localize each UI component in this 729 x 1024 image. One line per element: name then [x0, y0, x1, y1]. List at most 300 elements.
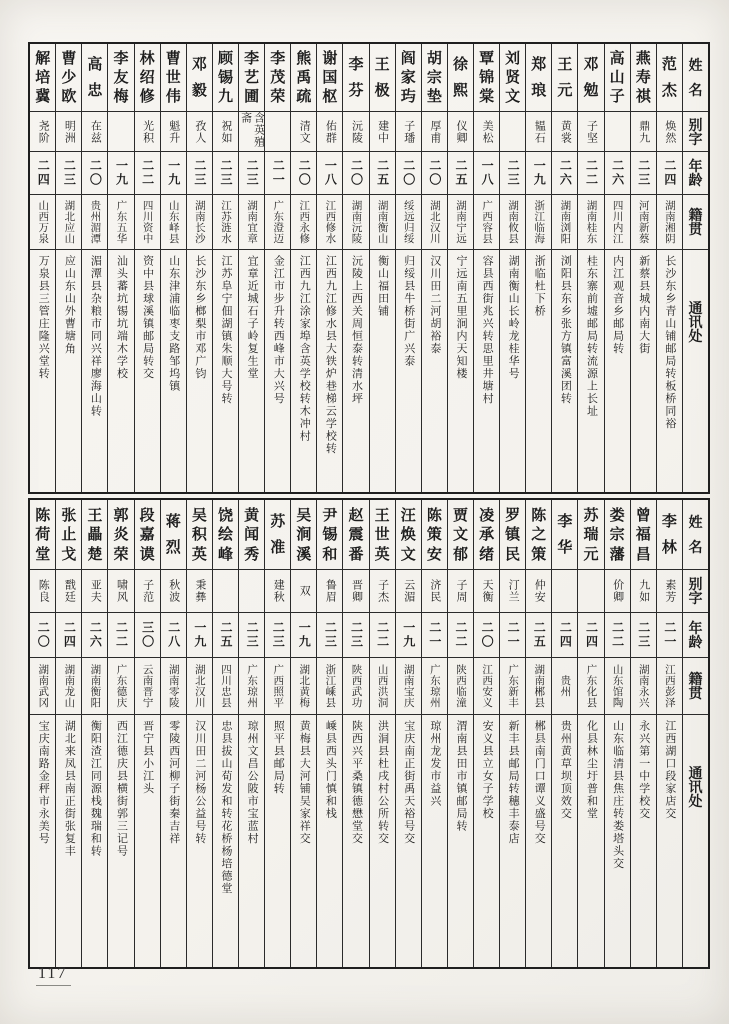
distributed-text: 谢 国 枢 — [322, 50, 338, 105]
vertical-text: 汉川田二河杨公益号转 — [193, 720, 206, 845]
native-place-cell — [187, 195, 212, 250]
vertical-text: 二四 — [584, 621, 599, 649]
native-place-cell — [500, 195, 525, 250]
distributed-text: 罗 镇 民 — [505, 506, 521, 563]
name-cell — [56, 44, 81, 112]
name-cell — [474, 44, 499, 112]
address-cell — [500, 715, 525, 967]
address-cell — [265, 250, 290, 492]
address-cell — [578, 715, 603, 967]
vertical-text: 湖南宁远 — [454, 200, 467, 244]
person-column — [577, 500, 603, 967]
address-cell — [578, 250, 603, 492]
vertical-text: 广东化县 — [585, 664, 598, 708]
native-place-cell — [265, 658, 290, 715]
vertical-text: 黄梅县大河铺吴家祥交 — [298, 720, 311, 845]
vertical-text: 鼎九 — [637, 119, 650, 144]
distributed-text: 陈 荷 堂 — [35, 506, 51, 563]
person-column — [604, 44, 630, 492]
age-cell — [526, 613, 551, 658]
address-cell — [605, 250, 630, 492]
distributed-text: 曹 世 伟 — [165, 50, 181, 105]
native-place-cell — [239, 195, 264, 250]
person-column — [447, 500, 473, 967]
vertical-text: 湖南武冈 — [37, 664, 50, 708]
vertical-text: 衡阳渣江同源栈魏瑞和转 — [89, 720, 102, 858]
distributed-text: 王 畾 楚 — [87, 506, 103, 563]
person-column — [264, 500, 290, 967]
vertical-text: 湖北应山 — [63, 200, 76, 244]
address-cell — [396, 250, 421, 492]
person-column — [238, 44, 264, 492]
vertical-text: 湖南衡山长岭龙桂华号 — [507, 255, 520, 380]
distributed-text: 张 止 戈 — [61, 506, 77, 563]
native-place-cell — [657, 195, 682, 250]
native-place-cell — [396, 195, 421, 250]
vertical-text: 湖南宜章 — [246, 200, 259, 244]
vertical-text: 江西彭泽 — [663, 664, 676, 708]
vertical-text: 宜章近城石子岭复生堂 — [246, 255, 259, 380]
vertical-text: 广东五华 — [115, 200, 128, 244]
courtesy-name-cell — [448, 570, 473, 613]
column-header-address — [683, 250, 708, 492]
courtesy-name-cell — [343, 112, 368, 152]
vertical-text: 子璠 — [402, 119, 415, 144]
person-column — [421, 44, 447, 492]
native-place-cell — [448, 195, 473, 250]
vertical-text: 归绥县牛桥街广兴泰 — [402, 255, 415, 368]
native-place-cell — [526, 658, 551, 715]
name-cell — [578, 44, 603, 112]
vertical-text: 湖南郴县 — [533, 664, 546, 708]
age-cell — [578, 613, 603, 658]
age-cell — [213, 152, 238, 195]
courtesy-name-cell — [474, 112, 499, 152]
age-cell — [265, 613, 290, 658]
courtesy-name-cell — [161, 112, 186, 152]
address-cell — [343, 715, 368, 967]
person-column — [107, 44, 133, 492]
vertical-text: 沅陵 — [350, 119, 363, 144]
age-cell — [30, 152, 55, 195]
vertical-text: 四川忠县 — [219, 664, 232, 708]
native-place-cell — [56, 658, 81, 715]
native-place-cell — [317, 195, 342, 250]
address-cell — [161, 715, 186, 967]
name-cell — [30, 500, 55, 570]
vertical-text: 晋宁县小江头 — [141, 720, 154, 795]
name-cell — [422, 44, 447, 112]
native-place-cell — [552, 658, 577, 715]
name-cell — [135, 44, 160, 112]
courtesy-name-cell — [370, 112, 395, 152]
courtesy-name-cell — [605, 570, 630, 613]
name-cell — [657, 500, 682, 570]
vertical-text: 化县林尘圩普和堂 — [585, 720, 598, 820]
courtesy-name-cell — [343, 570, 368, 613]
name-cell — [317, 500, 342, 570]
vertical-text: 二三 — [271, 621, 286, 649]
vertical-text: 二二 — [584, 159, 599, 187]
vertical-text: 二二 — [114, 621, 129, 649]
courtesy-name-cell — [526, 570, 551, 613]
column-header-courtesy — [683, 112, 708, 152]
distributed-text: 吴 涧 溪 — [296, 506, 312, 563]
person-column — [55, 500, 81, 967]
courtesy-name-cell — [213, 112, 238, 152]
vertical-text: 仪卿 — [454, 119, 467, 144]
vertical-text: 浏阳县东乡张方镇富溪团转 — [559, 255, 572, 405]
person-column — [656, 500, 682, 967]
vertical-text: 晋卿 — [350, 579, 363, 603]
age-cell — [500, 613, 525, 658]
vertical-text: 山东馆陶 — [611, 664, 624, 708]
name-cell — [552, 44, 577, 112]
vertical-text: 沅陵上西关周恒泰转清水坪 — [350, 255, 363, 405]
vertical-text: 湖北来凤县南正街张复丰 — [63, 720, 76, 858]
vertical-text: 二〇 — [88, 159, 103, 187]
address-cell — [82, 250, 107, 492]
courtesy-name-cell — [422, 112, 447, 152]
native-place-cell — [657, 658, 682, 715]
vertical-text: 长沙东乡榔梨市邓广钧 — [193, 255, 206, 380]
vertical-text: 清文 — [298, 119, 311, 144]
distributed-text: 赵 震 番 — [348, 506, 364, 563]
vertical-text: 湖南零陵 — [167, 664, 180, 708]
native-place-cell — [343, 195, 368, 250]
age-cell — [422, 152, 447, 195]
address-cell — [187, 250, 212, 492]
vertical-text: 二五 — [532, 621, 547, 649]
address-cell — [657, 250, 682, 492]
vertical-text: 浙江临海 — [533, 200, 546, 244]
name-cell — [605, 44, 630, 112]
header-column — [682, 44, 708, 492]
age-cell — [317, 613, 342, 658]
vertical-text: 江西湖口段家店交 — [663, 720, 676, 820]
address-cell — [500, 250, 525, 492]
address-cell — [317, 715, 342, 967]
distributed-text: 阎 家 玙 — [400, 50, 416, 105]
name-cell — [239, 44, 264, 112]
vertical-text: 广西照平 — [272, 664, 285, 708]
courtesy-name-cell — [108, 112, 133, 152]
vertical-text: 广东澄迈 — [272, 200, 285, 244]
courtesy-name-cell — [135, 570, 160, 613]
distributed-text: 陈 策 安 — [426, 506, 442, 563]
person-column — [212, 500, 238, 967]
name-cell — [631, 44, 656, 112]
vertical-text: 戬廷 — [63, 579, 76, 603]
person-column — [499, 44, 525, 492]
vertical-text: 光积 — [141, 119, 154, 144]
distributed-text: 通 讯 处 — [688, 300, 703, 344]
courtesy-name-cell — [448, 112, 473, 152]
person-column — [499, 500, 525, 967]
address-cell — [30, 715, 55, 967]
distributed-text: 王 世 英 — [374, 506, 390, 563]
courtesy-name-cell — [30, 570, 55, 613]
person-column — [212, 44, 238, 492]
address-cell — [213, 715, 238, 967]
vertical-text: 一九 — [114, 159, 129, 187]
person-column — [525, 500, 551, 967]
distributed-text: 顾 锡 九 — [217, 50, 233, 105]
vertical-text: 资中县球溪镇邮局转交 — [141, 255, 154, 380]
distributed-text: 熊 禹 疏 — [296, 50, 312, 105]
name-cell — [605, 500, 630, 570]
column-header-age — [683, 613, 708, 658]
age-cell — [187, 613, 212, 658]
address-cell — [161, 250, 186, 492]
distributed-text: 解 培 冀 — [35, 50, 51, 105]
age-cell — [500, 152, 525, 195]
address-cell — [135, 715, 160, 967]
address-cell — [56, 715, 81, 967]
distributed-text: 曹 少 欧 — [61, 50, 77, 105]
vertical-text: 陕西临潼 — [454, 664, 467, 708]
vertical-text: 琼州文昌公陂市宝蓝村 — [246, 720, 259, 845]
name-cell — [291, 44, 316, 112]
person-column — [473, 500, 499, 967]
column-header-native — [683, 195, 708, 250]
courtesy-name-cell — [605, 112, 630, 152]
native-place-cell — [422, 195, 447, 250]
vertical-text: 二四 — [36, 159, 51, 187]
vertical-text: 零陵西河柳子街秦吉祥 — [167, 720, 180, 845]
age-cell — [448, 152, 473, 195]
native-place-cell — [82, 658, 107, 715]
vertical-text: 云湄 — [402, 579, 415, 603]
distributed-text: 贾 文 郁 — [452, 506, 468, 563]
vertical-text: 应山东山外曹塘角 — [63, 255, 76, 355]
distributed-text: 徐 熙 — [452, 56, 468, 99]
vertical-text: 天衡 — [481, 579, 494, 603]
native-place-cell — [161, 658, 186, 715]
vertical-text: 一九 — [532, 159, 547, 187]
person-column — [238, 500, 264, 967]
vertical-text: 双 — [298, 585, 311, 597]
person-column — [342, 44, 368, 492]
vertical-text: 衡山福田铺 — [376, 255, 389, 318]
name-cell — [343, 44, 368, 112]
distributed-text: 李 芬 — [348, 56, 364, 99]
vertical-text: 秋波 — [167, 579, 180, 603]
native-place-cell — [30, 195, 55, 250]
address-cell — [396, 715, 421, 967]
name-cell — [448, 44, 473, 112]
courtesy-name-cell — [500, 112, 525, 152]
distributed-text: 覃 锦 棠 — [479, 50, 495, 105]
vertical-text: 二五 — [218, 621, 233, 649]
name-cell — [474, 500, 499, 570]
courtesy-name-cell — [317, 570, 342, 613]
address-cell — [108, 250, 133, 492]
distributed-text: 邓 勉 — [583, 56, 599, 99]
age-cell — [448, 613, 473, 658]
address-cell — [317, 250, 342, 492]
person-column — [30, 44, 55, 492]
address-cell — [448, 715, 473, 967]
vertical-text: 湖北汉川 — [193, 664, 206, 708]
vertical-text: 湖南湘阴 — [663, 200, 676, 244]
column-header-courtesy — [683, 570, 708, 613]
vertical-text: 贵州 — [559, 675, 572, 697]
person-column — [342, 500, 368, 967]
age-cell — [213, 613, 238, 658]
name-cell — [343, 500, 368, 570]
vertical-text: 宝庆南正街禹天裕号交 — [402, 720, 415, 845]
address-cell — [422, 715, 447, 967]
header-column — [682, 500, 708, 967]
tables-host — [28, 42, 710, 969]
native-place-cell — [317, 658, 342, 715]
vertical-text: 湖南衡山 — [376, 200, 389, 244]
vertical-text: 江苏阜宁佃湖镇朱顺大号转 — [219, 255, 232, 405]
native-place-cell — [631, 195, 656, 250]
vertical-text: 嵊县西头门慎和栈 — [324, 720, 337, 820]
name-cell — [187, 44, 212, 112]
age-cell — [291, 613, 316, 658]
age-cell — [82, 152, 107, 195]
vertical-text: 照平县邮局转 — [272, 720, 285, 795]
address-cell — [526, 250, 551, 492]
courtesy-name-cell — [56, 570, 81, 613]
native-place-cell — [135, 195, 160, 250]
distributed-text: 段 嘉 谟 — [139, 506, 155, 563]
vertical-text: 广西容县 — [481, 200, 494, 244]
vertical-text: 含英殖斋 — [239, 112, 265, 148]
vertical-text: 二三 — [506, 159, 521, 187]
directory-table-top — [28, 42, 710, 494]
address-cell — [56, 250, 81, 492]
vertical-text: 贵州黄草坝顶效交 — [559, 720, 572, 820]
distributed-text: 吴 积 英 — [191, 506, 207, 563]
vertical-text: 江西九江涂家埠含英学校转木冲村 — [298, 255, 311, 443]
vertical-text: 秉彝 — [193, 579, 206, 603]
vertical-text: 二一 — [427, 621, 442, 649]
name-cell — [161, 500, 186, 570]
name-cell — [526, 44, 551, 112]
age-cell — [239, 613, 264, 658]
vertical-text: 子杰 — [376, 579, 389, 603]
name-cell — [578, 500, 603, 570]
vertical-text: 西江德庆县横街郭三记号 — [115, 720, 128, 858]
name-cell — [317, 44, 342, 112]
vertical-text: 渭南县田市镇邮局转 — [454, 720, 467, 833]
age-cell — [56, 152, 81, 195]
courtesy-name-cell — [657, 112, 682, 152]
vertical-text: 一九 — [192, 621, 207, 649]
native-place-cell — [213, 195, 238, 250]
vertical-text: 浙江嵊县 — [324, 664, 337, 708]
vertical-text: 明洲 — [63, 119, 76, 144]
vertical-text: 一九 — [297, 621, 312, 649]
vertical-text: 二三 — [245, 159, 260, 187]
person-column — [369, 44, 395, 492]
address-cell — [370, 715, 395, 967]
native-place-cell — [500, 658, 525, 715]
vertical-text: 云南晋宁 — [141, 664, 154, 708]
vertical-text: 二二 — [453, 621, 468, 649]
native-place-cell — [30, 658, 55, 715]
native-place-cell — [213, 658, 238, 715]
courtesy-name-cell — [265, 570, 290, 613]
age-cell — [605, 152, 630, 195]
name-cell — [265, 500, 290, 570]
age-cell — [370, 152, 395, 195]
vertical-text: 二三 — [62, 159, 77, 187]
vertical-text: 山西万泉 — [37, 200, 50, 244]
name-cell — [500, 44, 525, 112]
page-number: 117 — [36, 965, 71, 986]
distributed-text: 汪 焕 文 — [400, 506, 416, 563]
person-column — [160, 44, 186, 492]
vertical-text: 山西洪洞 — [376, 664, 389, 708]
vertical-text: 永兴第一中学校交 — [637, 720, 650, 820]
vertical-text: 魁升 — [167, 119, 180, 144]
age-cell — [82, 613, 107, 658]
courtesy-name-cell — [631, 570, 656, 613]
vertical-text: 内江观音乡邮局转 — [611, 255, 624, 355]
vertical-text: 一九 — [166, 159, 181, 187]
person-column — [369, 500, 395, 967]
name-cell — [657, 44, 682, 112]
vertical-text: 山东临清县焦庄转娄塔头交 — [611, 720, 624, 870]
address-cell — [239, 250, 264, 492]
distributed-text: 林 绍 修 — [139, 50, 155, 105]
vertical-text: 二三 — [323, 621, 338, 649]
address-cell — [631, 250, 656, 492]
vertical-text: 二〇 — [349, 159, 364, 187]
name-cell — [108, 500, 133, 570]
courtesy-name-cell — [239, 570, 264, 613]
vertical-text: 琼州龙发市益兴 — [428, 720, 441, 808]
name-cell — [396, 44, 421, 112]
courtesy-name-cell — [526, 112, 551, 152]
name-cell — [370, 44, 395, 112]
name-cell — [161, 44, 186, 112]
age-cell — [343, 152, 368, 195]
age-cell — [474, 152, 499, 195]
native-place-cell — [578, 195, 603, 250]
courtesy-name-cell — [474, 570, 499, 613]
vertical-text: 二六 — [88, 621, 103, 649]
name-cell — [422, 500, 447, 570]
distributed-text: 燕 寿 祺 — [635, 50, 651, 105]
address-cell — [370, 250, 395, 492]
person-column — [604, 500, 630, 967]
vertical-text: 江西九江修水县大铁炉巷梯云学校转 — [324, 255, 337, 455]
vertical-text: 焕然 — [663, 119, 676, 144]
vertical-text: 二三 — [192, 159, 207, 187]
vertical-text: 江苏涟水 — [219, 200, 232, 244]
courtesy-name-cell — [187, 570, 212, 613]
vertical-text: 湖南衡阳 — [89, 664, 102, 708]
person-column — [447, 44, 473, 492]
vertical-text: 二〇 — [427, 159, 442, 187]
distributed-text: 李 艺 圃 — [244, 50, 260, 105]
vertical-text: 二三 — [218, 159, 233, 187]
vertical-text: 亚夫 — [89, 579, 102, 603]
vertical-text: 二四 — [62, 621, 77, 649]
person-column — [630, 500, 656, 967]
vertical-text: 二五 — [375, 159, 390, 187]
vertical-text: 二八 — [166, 621, 181, 649]
native-place-cell — [56, 195, 81, 250]
person-column — [186, 44, 212, 492]
person-column — [290, 500, 316, 967]
